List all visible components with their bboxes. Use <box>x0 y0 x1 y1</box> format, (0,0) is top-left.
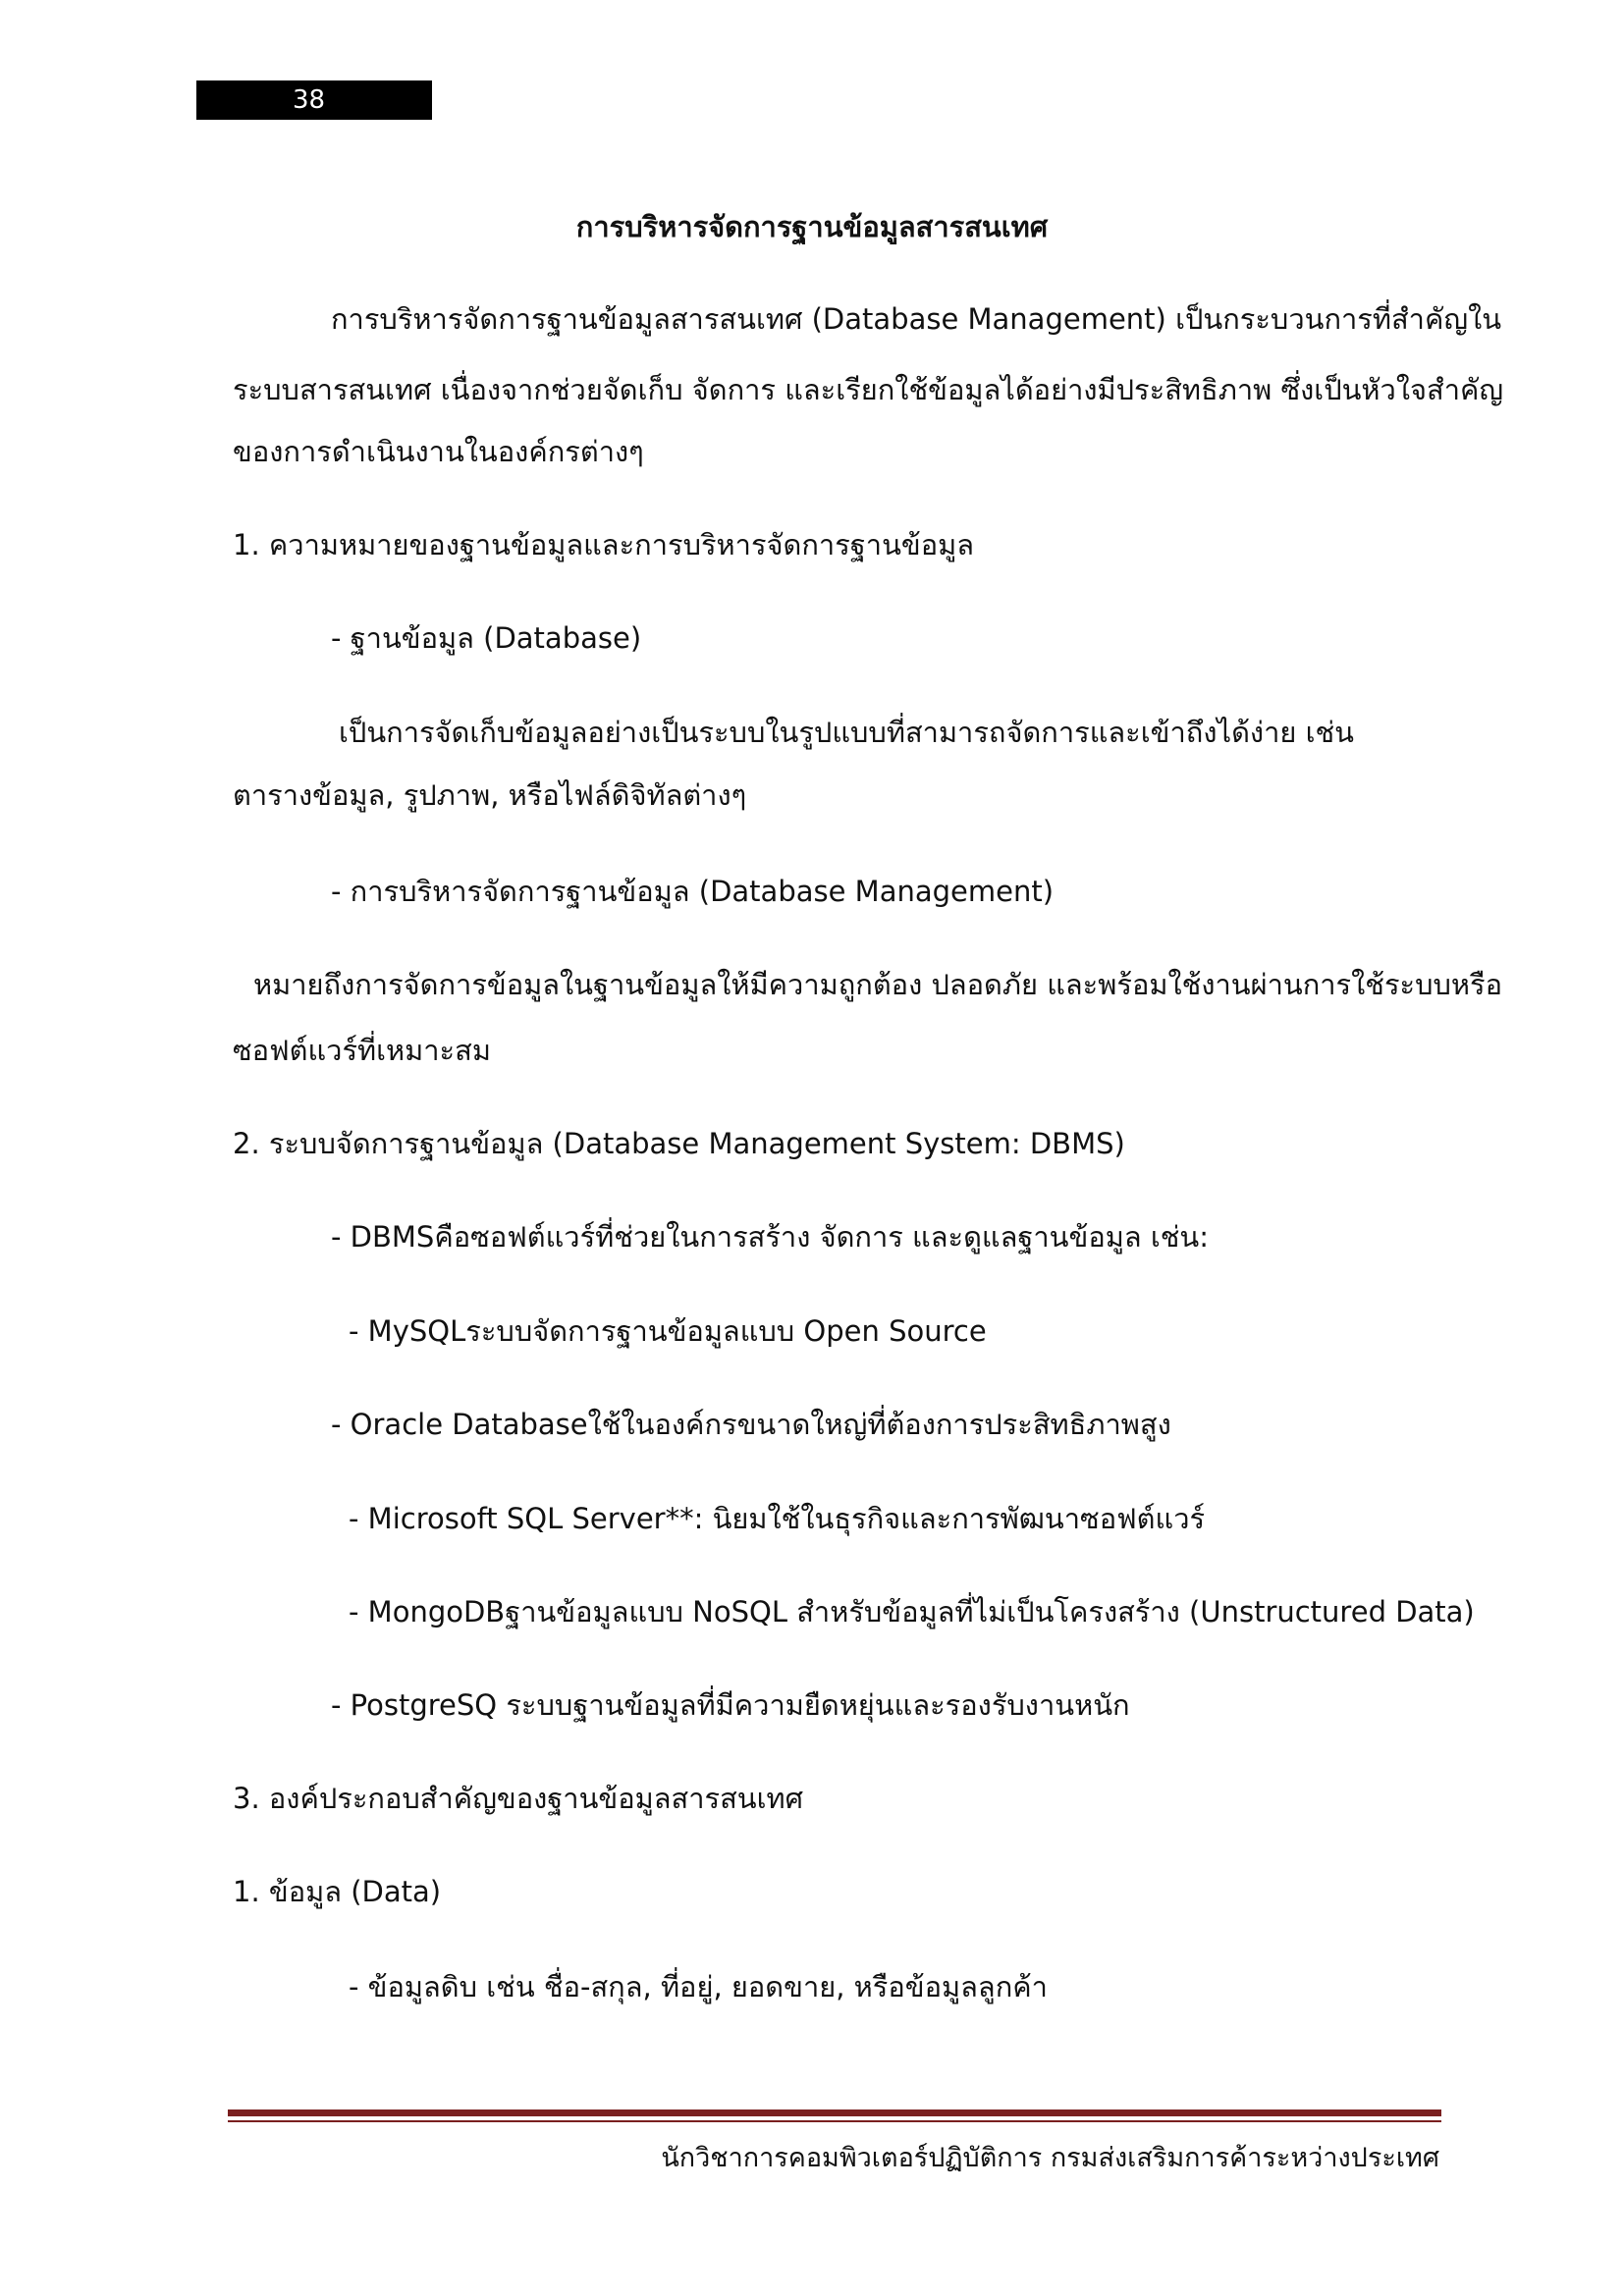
database-label: - ฐานข้อมูล (Database) <box>331 621 642 655</box>
section1-heading: 1. ความหมายของฐานข้อมูลและการบริหารจัดการฐานข้อมูล <box>233 528 975 561</box>
footer-rule <box>228 2109 1441 2116</box>
dbms-item-4: - Microsoft SQL Server**: นิยมใช้ในธุรกิจและการพัฒนาซอฟต์แวร์ <box>349 1502 1206 1535</box>
dbms-item-1: - DBMSคือซอฟต์แวร์ที่ช่วยในการสร้าง จัดการ และดูแลฐานข้อมูล เช่น: <box>331 1220 1210 1254</box>
page-title: การบริหารจัดการฐานข้อมูลสารสนเทศ <box>575 210 1049 243</box>
dbms-item-6: - PostgreSQ ระบบฐานข้อมูลที่มีความยืดหยุ่นและรองรับงานหนัก <box>331 1688 1130 1722</box>
intro-line-3: ของการดำเนินงานในองค์กรต่างๆ <box>233 435 644 468</box>
dbms-item-3: - Oracle Databaseใช้ในองค์กรขนาดใหญ่ที่ต้องการประสิทธิภาพสูง <box>331 1408 1171 1441</box>
dbm-desc-line-2: ซอฟต์แวร์ที่เหมาะสม <box>233 1034 491 1067</box>
section3-sub-heading: 1. ข้อมูล (Data) <box>233 1875 442 1908</box>
dbm-desc-line-1: หมายถึงการจัดการข้อมูลในฐานข้อมูลให้มีความถูกต้อง ปลอดภัย และพร้อมใช้งานผ่านการใช้ระบบหรือ <box>253 968 1503 1001</box>
footer-rule-thin <box>228 2120 1441 2122</box>
dbms-item-2: - MySQLระบบจัดการฐานข้อมูลแบบ Open Source <box>349 1314 987 1348</box>
section3-sub-item: - ข้อมูลดิบ เช่น ชื่อ-สกุล, ที่อยู่, ยอดขาย, หรือข้อมูลลูกค้า <box>349 1970 1048 2003</box>
section3-heading: 3. องค์ประกอบสำคัญของฐานข้อมูลสารสนเทศ <box>233 1782 804 1815</box>
page-number: 38 <box>196 80 432 120</box>
database-desc-line-1: เป็นการจัดเก็บข้อมูลอย่างเป็นระบบในรูปแบบที่สามารถจัดการและเข้าถึงได้ง่าย เช่น <box>339 716 1354 749</box>
database-desc-line-2: ตารางข้อมูล, รูปภาพ, หรือไฟล์ดิจิทัลต่างๆ <box>233 778 747 812</box>
dbm-label: - การบริหารจัดการฐานข้อมูล (Database Management) <box>331 875 1055 908</box>
footer-text: นักวิชาการคอมพิวเตอร์ปฏิบัติการ กรมส่งเสริมการค้าระหว่างประเทศ <box>661 2143 1439 2173</box>
dbms-item-5: - MongoDBฐานข้อมูลแบบ NoSQL สำหรับข้อมูลที่ไม่เป็นโครงสร้าง (Unstructured Data) <box>349 1595 1475 1629</box>
section2-heading: 2. ระบบจัดการฐานข้อมูล (Database Management System: DBMS) <box>233 1127 1125 1160</box>
intro-line-1: การบริหารจัดการฐานข้อมูลสารสนเทศ (Database Management) เป็นกระบวนการที่สำคัญใน <box>331 302 1502 336</box>
intro-line-2: ระบบสารสนเทศ เนื่องจากช่วยจัดเก็บ จัดการ และเรียกใช้ข้อมูลได้อย่างมีประสิทธิภาพ ซึ่งเป็นหัวใจสำคัญ <box>233 373 1504 406</box>
